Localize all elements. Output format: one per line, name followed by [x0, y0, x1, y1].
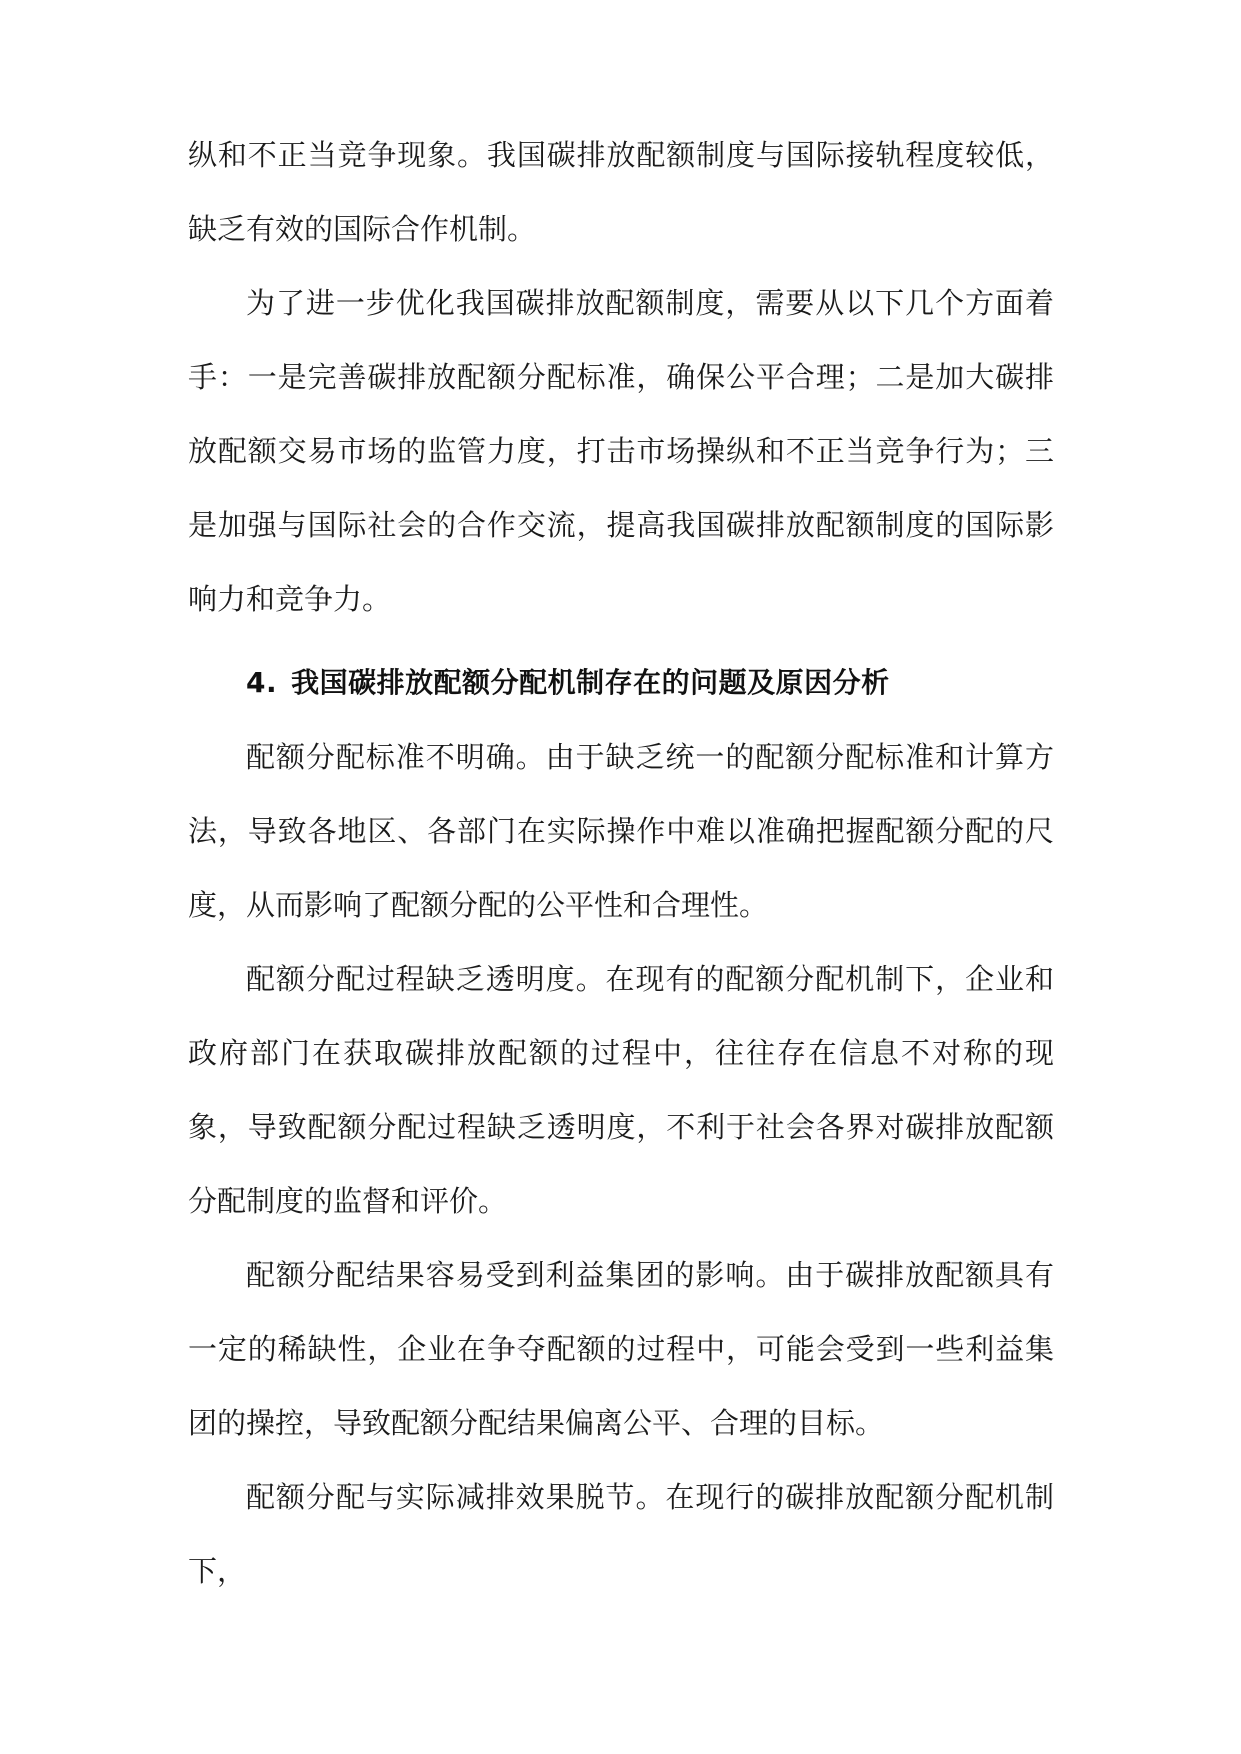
paragraph-interest-groups: 配额分配结果容易受到利益集团的影响。由于碳排放配额具有一定的稀缺性，企业在争夺配额的过程中，可能会受到一些利益集团的操控，导致配额分配结果偏离公平、合理的目标。 [188, 1258, 1054, 1440]
paragraph-transparency: 配额分配过程缺乏透明度。在现有的配额分配机制下，企业和政府部门在获取碳排放配额的过程中，往往存在信息不对称的现象，导致配额分配过程缺乏透明度，不利于社会各界对碳排放配额分配制度的监督和评价。 [188, 962, 1054, 1218]
paragraph-optimization: 为了进一步优化我国碳排放配额制度，需要从以下几个方面着手：一是完善碳排放配额分配标准，确保公平合理；二是加大碳排放配额交易市场的监管力度，打击市场操纵和不正当竞争行为；三是加强与国际社会的合作交流，提高我国碳排放配额制度的国际影响力和竞争力。 [188, 286, 1054, 616]
body-text [188, 118, 1054, 1608]
section-number: 4. [246, 666, 278, 699]
paragraph-continued: 纵和不正当竞争现象。我国碳排放配额制度与国际接轨程度较低，缺乏有效的国际合作机制。 [188, 138, 1054, 246]
paragraph-emission-effect: 配额分配与实际减排效果脱节。在现行的碳排放配额分配机制下， [188, 1480, 1054, 1588]
section-title: 我国碳排放配额分配机制存在的问题及原因分析 [291, 666, 890, 699]
section-heading [188, 646, 1054, 720]
paragraph-standard: 配额分配标准不明确。由于缺乏统一的配额分配标准和计算方法，导致各地区、各部门在实际操作中难以准确把握配额分配的尺度，从而影响了配额分配的公平性和合理性。 [188, 740, 1054, 922]
